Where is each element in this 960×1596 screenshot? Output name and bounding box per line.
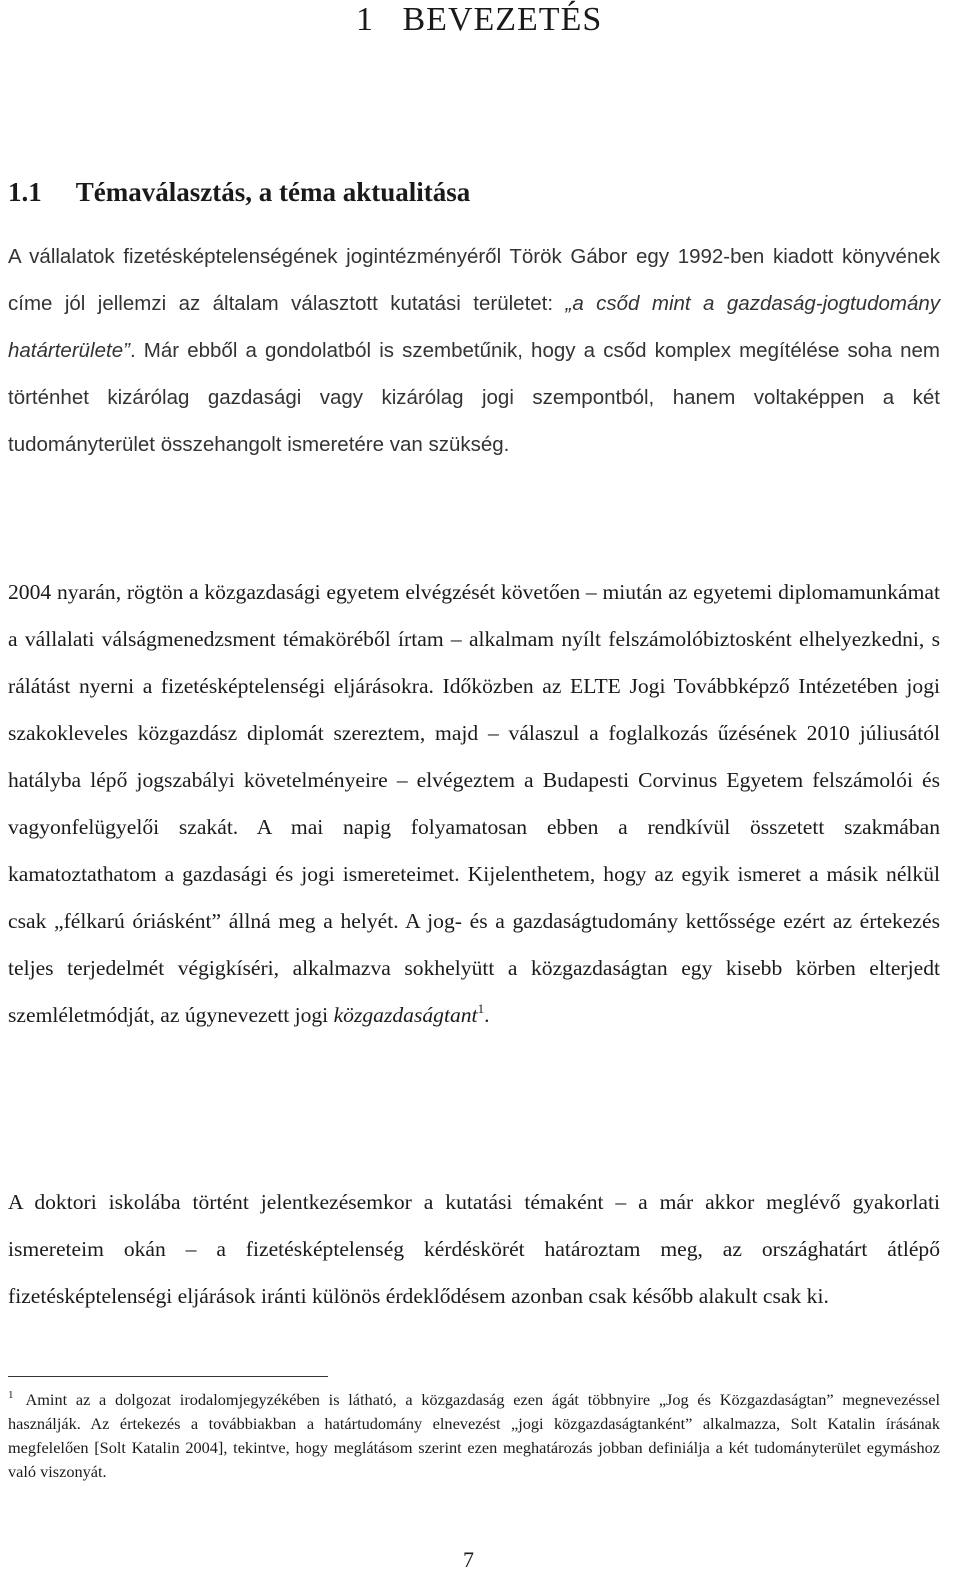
term-kozgazdasagtant: közgazdaságtant [333,1003,478,1027]
footnote-mark: 1 [8,1389,14,1401]
paragraph-2 [8,569,940,1039]
chapter-heading [356,0,602,40]
paragraph-1-text-a: A vállalatok fizetésképtelenségének jogintézményéről Török Gábor egy 1992-ben kiadott könyvének címe jól jellemzi az általam választott kutatási területet: [8,245,940,315]
footnote-text: Amint az a dolgozat irodalomjegyzékében is látható, a közgazdaság ezen ágát többnyire „Jog és Közgazdaságtan” megnevezéssel használják. Az értekezés a továbbiakban a határtudomány elnevezést „jogi közgazdaságtanként” alkalmazza, Solt Katalin írásának megfelelően [Solt Katalin 2004], tekintve, hogy meglátásom szerint ezen meghatározás jobban definiálja a két tudományterület egymáshoz való viszonyát. [8,1390,940,1481]
paragraph-2-end: . [484,1003,490,1027]
footnote-reference[interactable]: 1 [477,1001,485,1016]
chapter-number: 1 [356,1,374,38]
page-number: 7 [463,1547,474,1572]
section-title: Témaválasztás, a téma aktualitása [75,177,471,207]
paragraph-1-text-b: . Már ebből a gondolatból is szembetűnik, hogy a csőd komplex megítélése soha nem történhet kizárólag gazdasági vagy kizárólag jogi szempontból, hanem voltaképpen a két tudományterület összehangolt ismeretére van szükség. [8,339,940,456]
section-number: 1.1 [8,177,42,207]
footnote [8,1388,940,1484]
section-heading [8,172,470,212]
footnote-separator [8,1376,328,1377]
paragraph-1 [8,233,940,468]
chapter-title: BEVEZETÉS [402,1,603,38]
book-title-quote: „a csőd mint a gazdaság-jogtudomány határterülete” [8,292,941,362]
paragraph-3: A doktori iskolába történt jelentkezésemkor a kutatási témaként – a már akkor meglévő gyakorlati ismereteim okán – a fizetésképtelenség kérdéskörét határoztam meg, az országhatárt átlépő fizetésképtelenségi eljárások iránti különös érdeklődésem azonban csak később alakult csak ki. [8,1190,940,1308]
paragraph-2-text: 2004 nyarán, rögtön a közgazdasági egyetem elvégzését követően – miután az egyetemi diplomamunkámat a vállalati válságmenedzsment témaköréből írtam – alkalmam nyílt felszámolóbiztosként elhelyezkedni, s rálátást nyerni a fizetésképtelenségi eljárásokra. Időközben az ELTE Jogi Továbbképző Intézetében jogi szakokleveles közgazdász diplomát szereztem, majd – válaszul a foglalkozás űzésének 2010 júliusától hatályba lépő jogszabályi követelményeire – elvégeztem a Budapesti Corvinus Egyetem felszámolói és vagyonfelügyelői szakát. A mai napig folyamatosan ebben a rendkívül összetett szakmában kamatoztathatom a gazdasági és jogi ismereteimet. Kijelenthetem, hogy az egyik ismeret a másik nélkül csak „félkarú óriásként” állná meg a helyét. A jog- és a gazdaságtudomány kettőssége ezért az értekezés teljes terjedelmét végigkíséri, alkalmazva sokhelyütt a közgazdaságtan egy kisebb körben elterjedt szemléletmódját, az úgynevezett jogi [8,580,940,1027]
